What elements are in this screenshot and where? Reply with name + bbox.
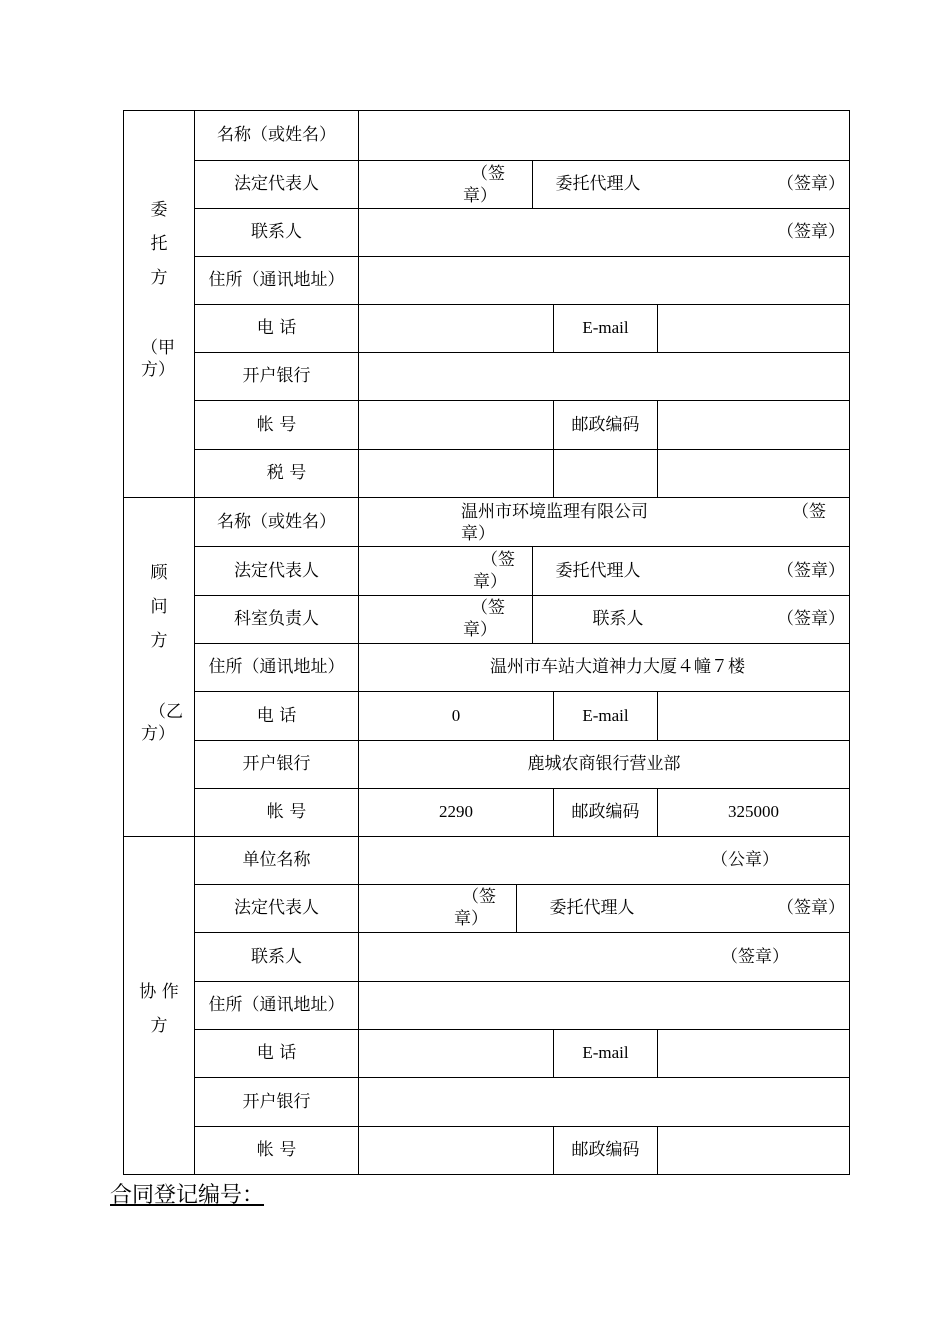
party-a-phone-label: 电 话: [256, 318, 297, 339]
party-b-bank-value: 鹿城农商银行营业部: [527, 754, 681, 775]
party-c-address-field[interactable]: [359, 982, 849, 1029]
party-b-legal-rep-sign[interactable]: （签 章）: [473, 550, 515, 592]
party-a-email-label: E-mail: [582, 318, 629, 338]
party-b-bank-label: 开户银行: [242, 754, 311, 775]
party-c-bank-field[interactable]: [359, 1078, 849, 1126]
party-a-name-field[interactable]: [359, 111, 849, 160]
party-c-postcode-label: 邮政编码: [571, 1140, 640, 1161]
party-c-email-field[interactable]: [658, 1030, 849, 1077]
party-a-side-label: 委 托 方: [150, 200, 168, 288]
party-c-unit-seal[interactable]: （公章）: [711, 850, 779, 871]
party-c-account-label: 帐 号: [256, 1140, 297, 1161]
party-a-side-suffix: （甲 方）: [141, 338, 175, 380]
party-b-email-field[interactable]: [658, 692, 849, 740]
party-c-phone-field[interactable]: [359, 1030, 553, 1077]
party-a-bank-label: 开户银行: [242, 366, 311, 387]
party-a-address-label: 住所（通讯地址）: [208, 270, 345, 291]
party-b-address-label: 住所（通讯地址）: [208, 657, 345, 678]
party-a-contact-label: 联系人: [251, 222, 302, 243]
party-b-agent-label: 委托代理人: [555, 560, 641, 581]
party-b-postcode-label: 邮政编码: [571, 802, 640, 823]
party-b-account-label: 帐 号: [266, 802, 307, 823]
party-a-tax-field[interactable]: [359, 450, 553, 497]
party-c-legal-rep-sign[interactable]: （签 章）: [454, 887, 496, 929]
party-a-tax-label: 税 号: [266, 463, 307, 484]
party-b-legal-rep-label: 法定代表人: [234, 560, 319, 581]
party-b-name-value: 温州市环境监理有限公司: [461, 502, 648, 522]
party-c-contact-sign[interactable]: （签章）: [721, 946, 789, 967]
party-a-agent-sign[interactable]: （签章）: [777, 174, 845, 195]
party-c-phone-label: 电 话: [256, 1043, 297, 1064]
party-b-contact-sign[interactable]: （签章）: [777, 609, 845, 630]
party-b-phone-label: 电 话: [256, 705, 297, 726]
party-b-email-label: E-mail: [582, 705, 629, 725]
party-b-side-suffix: （乙 方）: [141, 702, 183, 744]
party-b-agent-sign[interactable]: （签章）: [777, 560, 845, 581]
party-b-address-value: 温州市车站大道神力大厦４幢７楼: [490, 657, 745, 678]
party-a-postcode-field[interactable]: [658, 401, 849, 449]
party-b-dept-head-sign[interactable]: （签 章）: [463, 598, 505, 640]
party-c-contact-label: 联系人: [251, 946, 302, 967]
party-a-address-field[interactable]: [359, 257, 849, 304]
contract-registration-number-label: 合同登记编号：: [110, 1183, 265, 1208]
party-a-contact-sign[interactable]: （签章）: [777, 222, 845, 243]
party-b-side-label: 顾 问 方: [150, 563, 168, 651]
party-a-legal-rep-label: 法定代表人: [234, 174, 319, 195]
party-c-bank-label: 开户银行: [242, 1091, 311, 1112]
party-b-contact-label: 联系人: [592, 609, 644, 630]
party-c-account-field[interactable]: [359, 1127, 553, 1174]
party-c-legal-rep-label: 法定代表人: [234, 898, 319, 919]
party-b-name-label: 名称（或姓名）: [217, 511, 336, 532]
party-b-name-sign-2[interactable]: 章）: [461, 524, 495, 544]
party-a-legal-rep-sign[interactable]: （签 章）: [463, 164, 505, 206]
party-c-email-label: E-mail: [582, 1043, 629, 1063]
party-a-agent-label: 委托代理人: [555, 174, 641, 195]
party-c-address-label: 住所（通讯地址）: [208, 995, 345, 1016]
party-b-phone-value: 0: [451, 705, 461, 725]
party-a-tax-extra-field[interactable]: [554, 450, 657, 497]
party-c-agent-label: 委托代理人: [549, 898, 635, 919]
party-b-dept-head-label: 科室负责人: [234, 609, 319, 630]
party-c-unit-label: 单位名称: [242, 850, 311, 871]
party-c-side-label: 协 作 方: [139, 982, 179, 1036]
party-a-email-field[interactable]: [658, 305, 849, 352]
party-c-postcode-field[interactable]: [658, 1127, 849, 1174]
party-a-phone-field[interactable]: [359, 305, 553, 352]
party-b-name-sign-1[interactable]: （签: [792, 502, 826, 522]
party-c-agent-sign[interactable]: （签章）: [777, 898, 845, 919]
party-a-name-label: 名称（或姓名）: [217, 125, 336, 146]
party-b-account-value: 2290: [439, 802, 473, 822]
party-a-postcode-label: 邮政编码: [571, 414, 640, 435]
party-a-bank-field[interactable]: [359, 353, 849, 400]
party-a-account-label: 帐 号: [256, 414, 297, 435]
party-a-account-field[interactable]: [359, 401, 553, 449]
party-b-postcode-value: 325000: [728, 802, 779, 822]
